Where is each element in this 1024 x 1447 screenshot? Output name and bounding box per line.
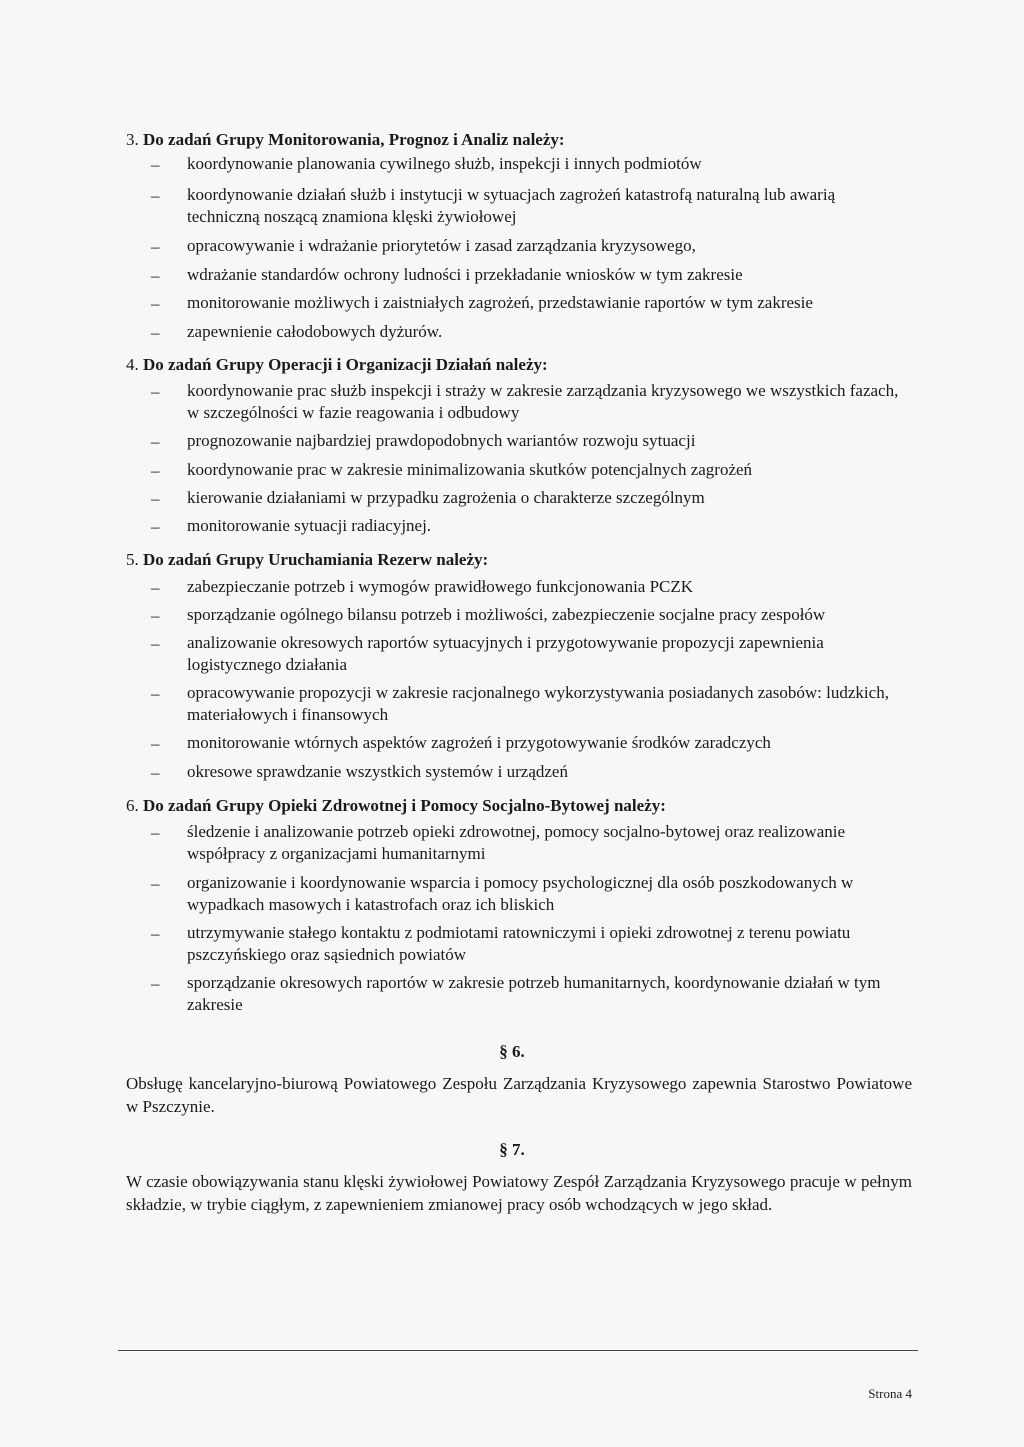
dash-bullet: – — [151, 432, 160, 451]
section-4-heading — [126, 353, 548, 377]
section-number: 6. — [126, 796, 139, 815]
page-number: Strona 4 — [868, 1386, 912, 1401]
dash-bullet: – — [151, 461, 160, 480]
list-item-text: koordynowanie prac w zakresie minimalizowania skutków potencjalnych zagrożeń — [187, 460, 753, 479]
dash-bullet: – — [151, 684, 160, 703]
section-5-heading — [126, 548, 488, 572]
dash-bullet: – — [151, 382, 160, 401]
list-item-text: koordynowanie działań służb i instytucji w sytuacjach zagrożeń katastrofą naturalną lub awarią techniczną noszącą znamiona klęski żywiołowej — [187, 185, 836, 226]
list-item-text: zabezpieczanie potrzeb i wymogów prawidłowego funkcjonowania PCZK — [187, 577, 694, 596]
dash-bullet: – — [151, 186, 160, 205]
section-number: 4. — [126, 355, 139, 374]
list-item-text: koordynowanie planowania cywilnego służb, inspekcji i innych podmiotów — [187, 154, 702, 173]
list-item-text: sporządzanie ogólnego bilansu potrzeb i możliwości, zabezpieczenie socjalne pracy zespołów — [187, 605, 826, 624]
list-item-text: wdrażanie standardów ochrony ludności i przekładanie wniosków w tym zakresie — [187, 265, 743, 284]
footer-divider — [118, 1350, 918, 1351]
section-title: Do zadań Grupy Operacji i Organizacji Działań należy: — [143, 355, 548, 374]
list-item-text: organizowanie i koordynowanie wsparcia i pomocy psychologicznej dla osób poszkodowanych w wypadkach masowych i katastrofach oraz ich bliskich — [187, 873, 854, 914]
list-item-text: koordynowanie prac służb inspekcji i straży w zakresie zarządzania kryzysowego we wszystkich fazach, w szczególności w fazie reagowania i odbudowy — [187, 381, 899, 422]
list-item-text: prognozowanie najbardziej prawdopodobnych wariantów rozwoju sytuacji — [187, 431, 696, 450]
list-item-text: monitorowanie sytuacji radiacyjnej. — [187, 516, 432, 535]
dash-bullet: – — [151, 155, 160, 174]
list-item-text: analizowanie okresowych raportów sytuacyjnych i przygotowywanie propozycji zapewnienia logistycznego działania — [187, 633, 824, 674]
dash-bullet: – — [151, 294, 160, 313]
dash-bullet: – — [151, 489, 160, 508]
section-title: Do zadań Grupy Uruchamiania Rezerw należy: — [143, 550, 489, 569]
paragraph-6-mark: § 6. — [499, 1042, 525, 1061]
list-item-text: monitorowanie wtórnych aspektów zagrożeń i przygotowywanie środków zaradczych — [187, 733, 771, 752]
section-3-heading — [126, 128, 565, 152]
dash-bullet: – — [151, 606, 160, 625]
paragraph-7-mark: § 7. — [499, 1140, 525, 1159]
dash-bullet: – — [151, 763, 160, 782]
list-item-text: sporządzanie okresowych raportów w zakresie potrzeb humanitarnych, koordynowanie działań w tym zakresie — [187, 973, 881, 1014]
dash-bullet: – — [151, 974, 160, 993]
list-item-text: monitorowanie możliwych i zaistniałych zagrożeń, przedstawianie raportów w tym zakresie — [187, 293, 813, 312]
dash-bullet: – — [151, 266, 160, 285]
dash-bullet: – — [151, 323, 160, 342]
dash-bullet: – — [151, 634, 160, 653]
paragraph-6-text: Obsługę kancelaryjno-biurową Powiatowego Zespołu Zarządzania Kryzysowego zapewnia Starostwo Powiatowe w Pszczynie. — [126, 1074, 912, 1116]
dash-bullet: – — [151, 237, 160, 256]
list-item-text: utrzymywanie stałego kontaktu z podmiotami ratowniczymi i opieki zdrowotnej z terenu powiatu pszczyńskiego oraz sąsiednich powiatów — [187, 923, 851, 964]
dash-bullet: – — [151, 734, 160, 753]
paragraph-7-text: W czasie obowiązywania stanu klęski żywiołowej Powiatowy Zespół Zarządzania Kryzysowego pracuje w pełnym składzie, w trybie ciągłym, z zapewnieniem zmianowej pracy osób wchodzących w jego skład. — [126, 1172, 912, 1214]
section-title: Do zadań Grupy Opieki Zdrowotnej i Pomocy Socjalno-Bytowej należy: — [143, 796, 666, 815]
list-item-text: kierowanie działaniami w przypadku zagrożenia o charakterze szczególnym — [187, 488, 705, 507]
dash-bullet: – — [151, 578, 160, 597]
dash-bullet: – — [151, 924, 160, 943]
dash-bullet: – — [151, 517, 160, 536]
section-title: Do zadań Grupy Monitorowania, Prognoz i Analiz należy: — [143, 130, 565, 149]
dash-bullet: – — [151, 823, 160, 842]
list-item-text: okresowe sprawdzanie wszystkich systemów i urządzeń — [187, 762, 568, 781]
section-6-heading — [126, 794, 666, 818]
section-number: 5. — [126, 550, 139, 569]
dash-bullet: – — [151, 874, 160, 893]
section-number: 3. — [126, 130, 139, 149]
list-item-text: opracowywanie propozycji w zakresie racjonalnego wykorzystywania posiadanych zasobów: ludzkich, materiałowych i finansowych — [187, 683, 889, 724]
list-item-text: zapewnienie całodobowych dyżurów. — [187, 322, 443, 341]
list-item-text: śledzenie i analizowanie potrzeb opieki zdrowotnej, pomocy socjalno-bytowej oraz realizowanie współpracy z organizacjami humanitarnymi — [187, 822, 846, 863]
list-item-text: opracowywanie i wdrażanie priorytetów i zasad zarządzania kryzysowego, — [187, 236, 696, 255]
